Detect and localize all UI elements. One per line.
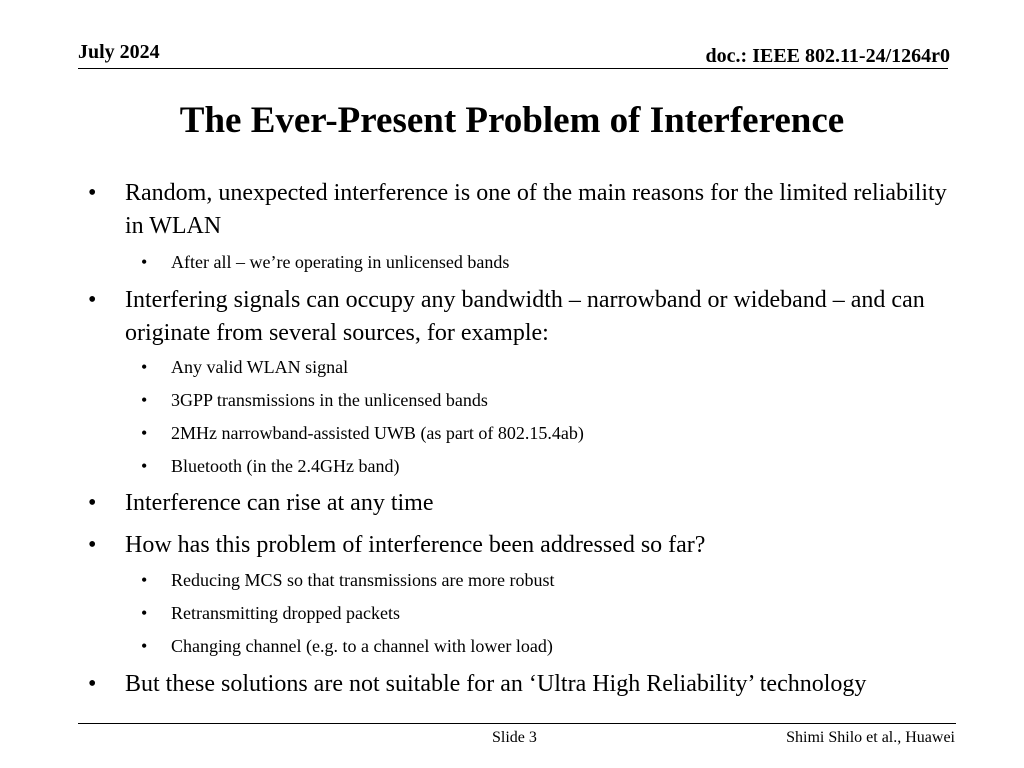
- bullet-item: Interference can rise at any time: [125, 490, 434, 516]
- footer-slide-number: Slide 3: [492, 729, 537, 746]
- sub-bullet-marker: •: [141, 456, 148, 476]
- bullet-item: How has this problem of interference been addressed so far?: [125, 532, 706, 558]
- sub-bullet-marker: •: [141, 357, 148, 377]
- bullet-marker: •: [88, 490, 97, 516]
- bullet-marker: •: [88, 532, 97, 558]
- header-doc-id: doc.: IEEE 802.11-24/1264r0: [705, 45, 950, 67]
- sub-bullet-marker: •: [141, 570, 148, 590]
- sub-bullet-marker: •: [141, 636, 148, 656]
- bullet-item: Random, unexpected interference is one of the main reasons for the limited reliability in WLAN: [125, 180, 947, 239]
- sub-bullet-item: Any valid WLAN signal: [171, 357, 349, 377]
- bullet-marker: •: [88, 671, 97, 697]
- sub-bullet-item: After all – we’re operating in unlicensed bands: [171, 252, 510, 272]
- slide-title: The Ever-Present Problem of Interference: [179, 100, 845, 141]
- bullet-item: Interfering signals can occupy any bandwidth – narrowband or wideband – and can originate from several sources, for example:: [125, 287, 925, 346]
- footer-author: Shimi Shilo et al., Huawei: [786, 729, 955, 746]
- sub-bullet-item: Changing channel (e.g. to a channel with lower load): [171, 636, 553, 656]
- sub-bullet-marker: •: [141, 252, 148, 272]
- sub-bullet-marker: •: [141, 423, 148, 443]
- bullet-marker: •: [88, 287, 97, 313]
- sub-bullet-item: Reducing MCS so that transmissions are more robust: [171, 570, 555, 590]
- sub-bullet-marker: •: [141, 603, 148, 623]
- sub-bullet-item: 3GPP transmissions in the unlicensed bands: [171, 390, 488, 410]
- bullet-item: But these solutions are not suitable for an ‘Ultra High Reliability’ technology: [125, 671, 867, 697]
- sub-bullet-marker: •: [141, 390, 148, 410]
- header-date: July 2024: [78, 41, 160, 63]
- sub-bullet-item: Bluetooth (in the 2.4GHz band): [171, 456, 400, 476]
- sub-bullet-item: 2MHz narrowband-assisted UWB (as part of 802.15.4ab): [171, 423, 584, 443]
- footer-divider: [78, 723, 956, 724]
- bullet-marker: •: [88, 180, 97, 206]
- sub-bullet-item: Retransmitting dropped packets: [171, 603, 400, 623]
